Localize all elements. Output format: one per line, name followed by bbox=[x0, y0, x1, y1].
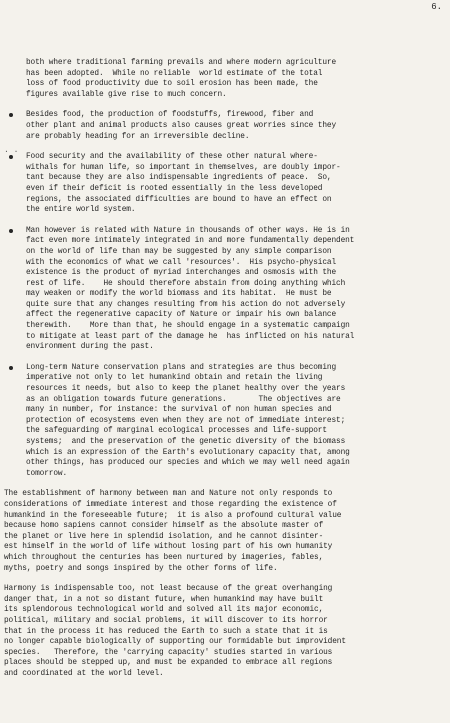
bullet-icon bbox=[9, 155, 13, 159]
bullet-text: Food security and the availability of these other natural where- withals for human life, so important in themselves, are doubly impor- tant because they are also indispensable ingredients of peace. So, even if their deficit is rooted essentially in the less developed regions, the associated difficulties are bound to have an effect on the entire world system. bbox=[26, 153, 341, 215]
bullet-paragraph bbox=[26, 110, 446, 142]
bullet-text: Besides food, the production of foodstuffs, firewood, fiber and other plant and animal products also causes great worries since they are probably heading for an irreversible decline. bbox=[26, 111, 337, 141]
body-paragraph: The establishment of harmony between man and Nature not only responds to considerations of immediate interest and those regarding the existence of humankind in the foreseeable future; it is also a profound cultural value because homo sapiens cannot consider himself as the absolute master of the planet or live here in splendid isolation, and he cannot disinter- est himself in the world of life without losing part of his own humanity which throughout the centuries has been nurtured by imageries, fables, myths, poetry and songs inspired by the other forms of life. bbox=[4, 490, 342, 573]
bullet-text: Long-term Nature conservation plans and strategies are thus becoming imperative not only to let humankind obtain and retain the living resources it needs, but also to keep the planet healthy over the years as an obligation towards future generations. The objectives are many in number, for instance: the survival of non human species and protection of ecosystems even when they are not of immediate interest; the safeguarding of marginal ecological processes and life-support systems; and the preservation of the genetic diversity of the biomass which is an expression of the Earth's evolutionary capacity that, among other things, has produced our species and which we may well need again tomorrow. bbox=[26, 363, 350, 478]
bullet-paragraph bbox=[26, 363, 446, 480]
body-paragraph: Harmony is indispensable too, not least because of the great overhanging danger that, in a not so distant future, when humankind may have built its splendorous technological world and solved all its major economic, political, military and social problems, it will discover to its horror that in the process it has reduced the Earth to such a state that it is no longer capable biologically of supporting our formidable but improvident species. Therefore, the 'carrying capacity' studies started in various places should be stepped up, and must be expanded to embrace all regions and coordinated at the world level. bbox=[4, 585, 346, 678]
document-body bbox=[4, 58, 446, 689]
paragraph-continuation: both where traditional farming prevails and where modern agriculture has been adopted. While no reliable world estimate of the total loss of food productivity due to soil erosion has been made, the figures available give rise to much concern. bbox=[26, 59, 337, 99]
bullet-icon bbox=[9, 113, 13, 117]
bullet-icon bbox=[9, 366, 13, 370]
bullet-paragraph bbox=[26, 226, 446, 353]
margin-mark: . . bbox=[4, 146, 19, 155]
bullet-text: Man however is related with Nature in thousands of other ways. He is in fact even more intimately integrated in and more fundamentally dependent on the world of life than may be suggested by any simple comparison with the economics of what we call 'resources'. His psycho-physical existence is the product of myriad interchanges and osmosis with the rest of life. He should therefore abstain from doing anything which may weaken or modify the world biomass and its habitat. He must be quite sure that any changes resulting from his action do not adversely affect the regenerative capacity of Nature or impair his own balance therewith. More than that, he should engage in a systematic campaign to mitigate at least part of the damage he has inflicted on his natural environment during the past. bbox=[26, 226, 355, 352]
bullet-paragraph bbox=[26, 152, 446, 216]
bullet-icon bbox=[9, 229, 13, 233]
page-number: 6. bbox=[431, 2, 442, 12]
